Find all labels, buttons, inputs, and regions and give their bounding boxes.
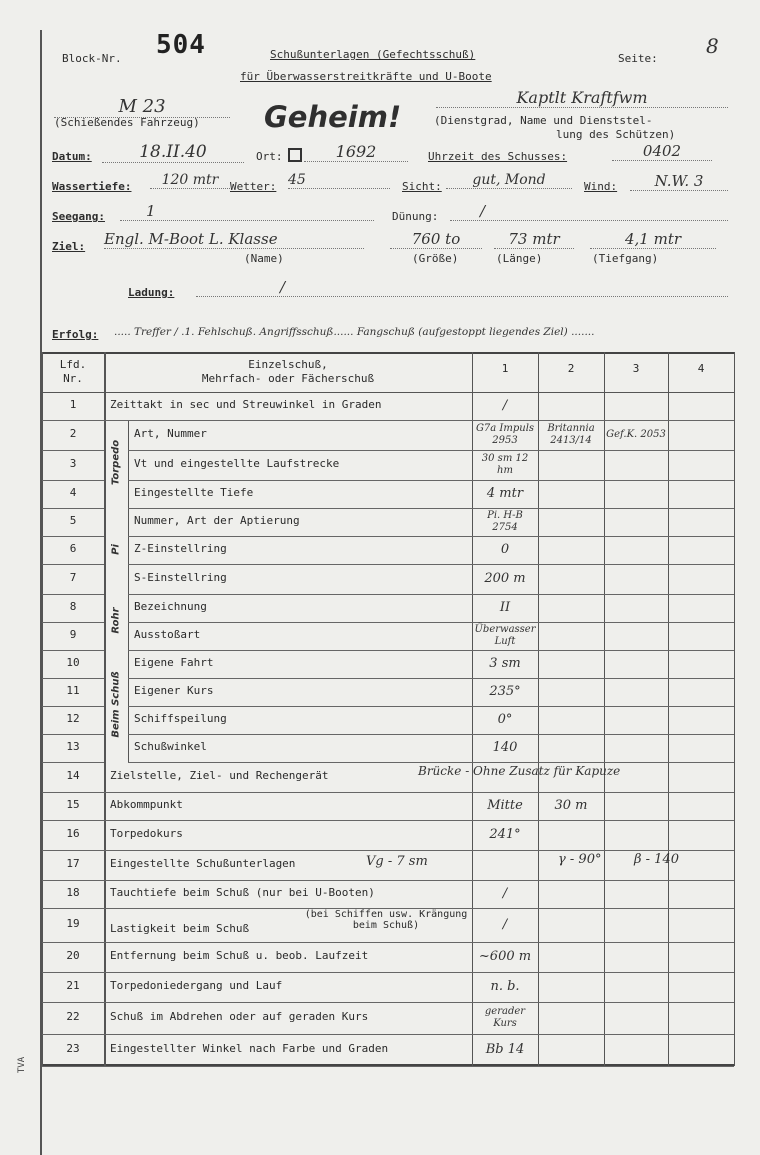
row-value-c1: Bb 14 (485, 1042, 525, 1057)
row-label: Schuß im Abdrehen oder auf geraden Kurs (110, 1010, 369, 1023)
name-caption: (Name) (244, 252, 284, 265)
seite-label: Seite: (618, 52, 658, 65)
ziel-tiefgang: 4,1 mtr (590, 230, 716, 249)
row-line-nr (42, 594, 104, 595)
row-line-nr (42, 622, 104, 623)
row-line (104, 850, 734, 851)
row-label: Zielstelle, Ziel- und Rechengerät (110, 769, 329, 782)
row-label: Schiffspeilung (134, 712, 227, 725)
row-value-c1: Mitte (487, 798, 523, 813)
row-number: 10 (66, 656, 80, 669)
header-col-3: 3 (632, 362, 640, 375)
shooter-label-1: (Dienstgrad, Name und Dienststel- (434, 114, 653, 127)
row-line-nr (42, 734, 104, 735)
ort-label: Ort: (256, 150, 283, 163)
sicht-label: Sicht: (402, 180, 442, 193)
header-mehrfach: Mehrfach- oder Fächerschuß (201, 372, 375, 385)
row-label: Zeittakt in sec und Streuwinkel in Graden (110, 398, 382, 411)
row-value-c1: 140 (492, 740, 518, 755)
row-line (128, 536, 734, 537)
row-number: 11 (66, 684, 80, 697)
row-number: 2 (69, 427, 77, 440)
row-line (104, 420, 734, 421)
row-line-nr (42, 792, 104, 793)
row-label-note: (bei Schiffen usw. Krängung beim Schuß) (304, 909, 468, 931)
row-line (104, 1034, 734, 1035)
erfolg-text: ..... Treffer / .1. Fehlschuß. Angriffsschuß...... Fangschuß (aufgestoppt liegendes Ziel) ....... (114, 326, 595, 338)
row-label: Lastigkeit beim Schuß (110, 922, 250, 935)
row-number: 3 (69, 457, 77, 470)
table-column-line (472, 352, 473, 1066)
wetter-label: Wetter: (230, 180, 277, 193)
row-number: 16 (66, 827, 80, 840)
row-value-c1: Pi. H-B 2754 (487, 510, 523, 533)
row-value-c1: ~600 m (478, 949, 532, 964)
tiefgang-caption: (Tiefgang) (592, 252, 659, 265)
row-line (128, 762, 734, 763)
row-line-nr (42, 564, 104, 565)
row-line (128, 706, 734, 707)
row-value-c1: 200 m (484, 571, 526, 586)
header-lfd: Lfd. (59, 358, 87, 371)
row-line (104, 1066, 734, 1067)
group-label-rohr: Rohr (110, 607, 122, 634)
row-value-c1: 0 (500, 542, 510, 557)
row-line-nr (42, 536, 104, 537)
table-column-line (604, 352, 605, 1066)
row-value-c1: / (502, 398, 508, 413)
row-value-c1: 3 sm (489, 656, 521, 671)
row-value-c3: Gef.K. 2053 (606, 429, 666, 440)
seite-value: 8 (706, 34, 719, 58)
row-number: 9 (69, 628, 77, 641)
secret-stamp: Geheim! (264, 100, 402, 134)
row-number: 18 (66, 886, 80, 899)
row-label: Vt und eingestellte Laufstrecke (134, 457, 340, 470)
row-value-c1: II (499, 600, 511, 615)
ort-value: 1692 (304, 142, 408, 162)
row-line (128, 678, 734, 679)
ziel-laenge: 73 mtr (494, 230, 574, 249)
ort-square-icon (288, 148, 302, 162)
row-line (128, 734, 734, 735)
row-number: 14 (66, 769, 80, 782)
row-label: Art, Nummer (134, 427, 207, 440)
header-einzelschuss: Einzelschuß, (248, 358, 328, 371)
row-line-nr (42, 706, 104, 707)
seegang-label: Seegang: (52, 210, 105, 223)
row-line-nr (42, 942, 104, 943)
row-number: 20 (66, 949, 80, 962)
row-number: 21 (66, 979, 80, 992)
row-line (104, 880, 734, 881)
wetter-value: 45 (288, 172, 390, 189)
row-label: Abkommpunkt (110, 798, 183, 811)
row-label: Tauchtiefe beim Schuß (nur bei U-Booten) (110, 886, 375, 899)
row-number: 17 (66, 857, 80, 870)
group-label-pi: Pi (110, 544, 122, 555)
vessel-label: (Schießendes Fahrzeug) (54, 116, 200, 129)
seegang-value: 1 (120, 202, 374, 221)
laenge-caption: (Länge) (496, 252, 543, 265)
row-label: S-Einstellring (134, 571, 227, 584)
row-line (128, 594, 734, 595)
row-number: 15 (66, 798, 80, 811)
row-value-c1: / (502, 917, 508, 932)
ziel-value: Engl. M-Boot L. Klasse (104, 230, 364, 249)
row-line-nr (42, 480, 104, 481)
row-label: Schußwinkel (134, 740, 207, 753)
erfolg-label: Erfolg: (52, 328, 99, 341)
ladung-label: Ladung: (128, 286, 175, 299)
row-number: 4 (69, 486, 77, 499)
shooter-value: Kaptlt Kraftfwm (436, 88, 728, 108)
ladung-value: / (196, 278, 728, 297)
row-line (104, 942, 734, 943)
row-number: 1 (69, 398, 77, 411)
table-column-line (538, 352, 539, 1066)
form-subtitle: für Überwasserstreitkräfte und U-Boote (240, 70, 492, 83)
row-value-c1: Überwasser Luft (474, 624, 536, 647)
uhrzeit-label: Uhrzeit des Schusses: (428, 150, 568, 163)
wind-value: N.W. 3 (630, 172, 728, 191)
row-label: Eigene Fahrt (134, 656, 214, 669)
header-nr: Nr. (63, 372, 83, 385)
row-line (104, 792, 734, 793)
row-value-c2: 30 m (554, 798, 588, 813)
row-number: 6 (69, 542, 77, 555)
row-line-nr (42, 850, 104, 851)
row-label: Eingestellter Winkel nach Farbe und Graden (110, 1042, 389, 1055)
row-line-nr (42, 762, 104, 763)
row-value-c1: 235° (489, 684, 521, 699)
row-label: Torpedoniedergang und Lauf (110, 979, 283, 992)
uhrzeit-value: 0402 (612, 142, 712, 161)
row-line-nr (42, 450, 104, 451)
ziel-label: Ziel: (52, 240, 86, 253)
table-column-line (734, 352, 735, 1066)
row-value-c1: n. b. (490, 979, 520, 994)
row-label: Entfernung beim Schuß u. beob. Laufzeit (110, 949, 369, 962)
row-line-nr (42, 420, 104, 421)
side-mark: TVA (17, 1056, 28, 1074)
block-label: Block-Nr. (62, 52, 122, 65)
form-title: Schußunterlagen (Gefechtsschuß) (270, 48, 476, 61)
row-label: Z-Einstellring (134, 542, 227, 555)
row-line-nr (42, 1066, 104, 1067)
header-divider (42, 392, 734, 393)
row-line-nr (42, 650, 104, 651)
shooter-label-2: lung des Schützen) (556, 128, 676, 141)
row-line (104, 972, 734, 973)
row-line-nr (42, 972, 104, 973)
row-line-nr (42, 820, 104, 821)
table-column-line (104, 352, 106, 1066)
row-value-c1: 30 sm 12 hm (481, 453, 529, 476)
row-line (128, 650, 734, 651)
row-number: 19 (66, 917, 80, 930)
datum-value: 18.II.40 (102, 142, 244, 163)
row-line-nr (42, 880, 104, 881)
header-col-1: 1 (501, 362, 509, 375)
row-line (128, 508, 734, 509)
row-line-nr (42, 508, 104, 509)
row-value-c1: / (502, 886, 508, 901)
wind-label: Wind: (584, 180, 618, 193)
row-number: 23 (66, 1042, 80, 1055)
row-number: 12 (66, 712, 80, 725)
header-col-2: 2 (567, 362, 575, 375)
row-label: Eingestellte Tiefe (134, 486, 254, 499)
group-divider-torpedo (128, 420, 129, 508)
ziel-groesse: 760 to (390, 230, 482, 249)
row-line-nr (42, 678, 104, 679)
row-label: Eingestellte Schußunterlagen (110, 857, 296, 870)
wassertiefe-value: 120 mtr (150, 172, 230, 189)
row-number: 13 (66, 740, 80, 753)
duenung-label: Dünung: (392, 210, 439, 223)
row-line (128, 480, 734, 481)
table-column-line (668, 352, 669, 1066)
row-value-c1: gerader Kurs (484, 1006, 526, 1029)
row-value-c2: Britannia 2413/14 (547, 423, 595, 446)
duenung-value: / (450, 202, 728, 221)
row-label: Eigener Kurs (134, 684, 214, 697)
row-value-c1: 0° (497, 712, 513, 727)
row-number: 7 (69, 571, 77, 584)
header-col-4: 4 (697, 362, 705, 375)
row-line (128, 564, 734, 565)
group-divider-pi (128, 508, 129, 594)
vessel-value: M 23 (54, 96, 230, 118)
row-value-c1: Brücke - Ohne Zusatz für Kapuze (418, 764, 621, 778)
row-line-nr (42, 1002, 104, 1003)
wassertiefe-label: Wassertiefe: (52, 180, 132, 193)
groesse-caption: (Größe) (412, 252, 459, 265)
row-value-c1: Vg - 7 sm (366, 854, 428, 869)
row-line-nr (42, 908, 104, 909)
row-value-c1: 4 mtr (486, 486, 524, 501)
row-number: 5 (69, 514, 77, 527)
row-line-nr (42, 1034, 104, 1035)
group-label-torpedo: Torpedo (110, 439, 122, 486)
row-label: Ausstoßart (134, 628, 201, 641)
row-number: 22 (66, 1010, 80, 1023)
block-number: 504 (156, 30, 206, 60)
row-value-c2: γ - 90° (558, 852, 602, 867)
group-label-beim_schuss: Beim Schuß (110, 671, 122, 738)
row-value-c1: G7a Impuls 2953 (475, 423, 535, 446)
row-number: 8 (69, 600, 77, 613)
row-value-c3: β - 140 (634, 852, 679, 867)
row-line (104, 820, 734, 821)
row-label: Bezeichnung (134, 600, 207, 613)
row-label: Nummer, Art der Aptierung (134, 514, 300, 527)
row-value-c1: 241° (489, 827, 521, 842)
row-label: Torpedokurs (110, 827, 183, 840)
row-line (128, 450, 734, 451)
row-line (104, 1002, 734, 1003)
datum-label: Datum: (52, 150, 92, 163)
sicht-value: gut, Mond (446, 172, 572, 189)
row-line (128, 622, 734, 623)
